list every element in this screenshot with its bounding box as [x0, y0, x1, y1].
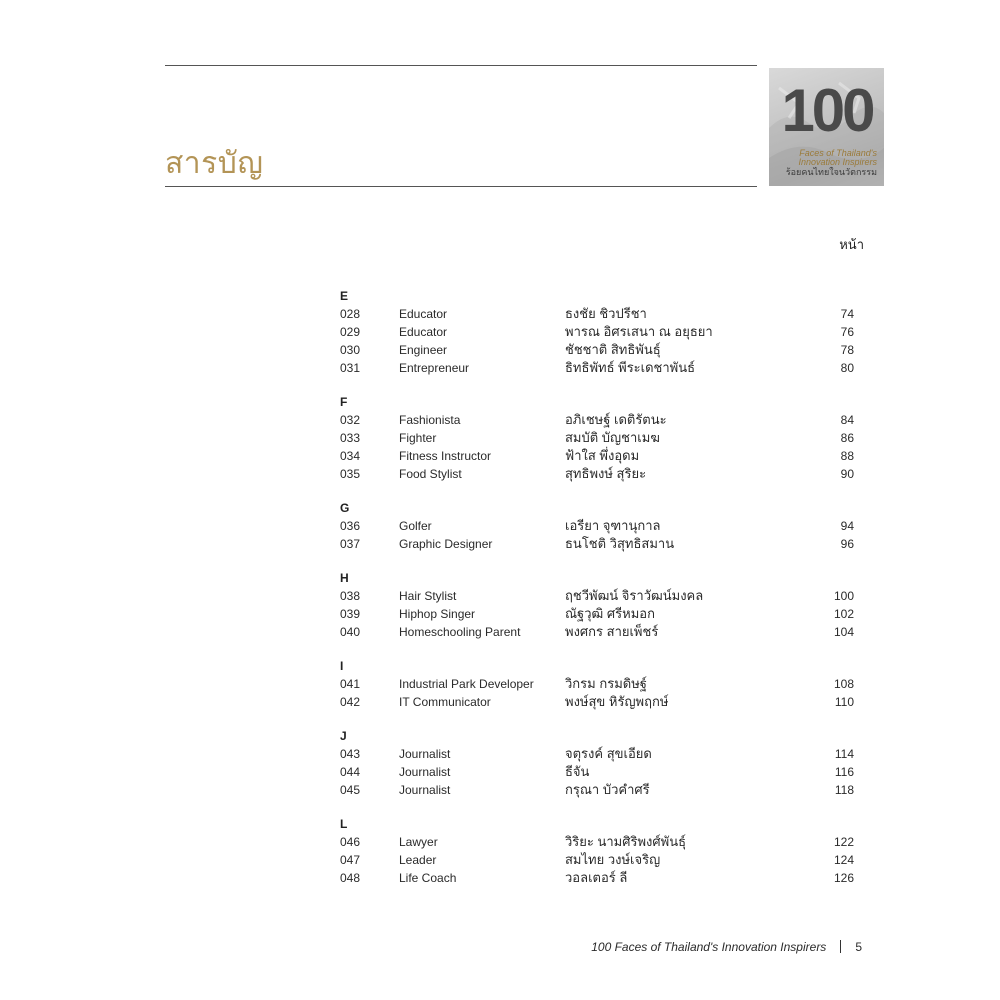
toc-entry[interactable]	[340, 447, 860, 465]
entry-occupation: Food Stylist	[399, 467, 462, 481]
toc-entry[interactable]	[340, 745, 860, 763]
page-title: สารบัญ	[165, 147, 264, 180]
entry-page-number: 116	[834, 765, 854, 779]
page-footer	[500, 940, 862, 954]
entry-page-number: 84	[840, 413, 854, 427]
footer-page-number: 5	[855, 940, 862, 954]
toc-entry[interactable]	[340, 763, 860, 781]
entry-occupation: Life Coach	[399, 871, 457, 885]
entry-page-number: 102	[833, 607, 854, 621]
entry-page-number: 78	[840, 343, 854, 357]
entry-occupation: Homeschooling Parent	[399, 625, 521, 639]
entry-occupation: Entrepreneur	[399, 361, 470, 375]
entry-number: 038	[340, 589, 361, 603]
toc-entry[interactable]	[340, 781, 860, 799]
entry-occupation: Hair Stylist	[399, 589, 457, 603]
entry-number: 030	[340, 343, 361, 357]
toc-entry[interactable]	[340, 833, 860, 851]
section-letter: J	[340, 729, 347, 743]
logo-tagline-1: Faces of Thailand's	[799, 148, 877, 158]
entry-occupation: Hiphop Singer	[399, 607, 476, 621]
toc-entry[interactable]	[340, 411, 860, 429]
entry-occupation: Leader	[399, 853, 437, 867]
entry-person-name: ธงชัย ชิวปรีชา	[565, 306, 647, 321]
entry-person-name: สมบัติ บัญชาเมฆ	[565, 430, 660, 445]
section-letter: L	[340, 817, 348, 831]
toc-entry[interactable]	[340, 587, 860, 605]
toc-entry[interactable]	[340, 693, 860, 711]
toc-entry[interactable]	[340, 323, 860, 341]
toc-entry[interactable]	[340, 605, 860, 623]
entry-number: 040	[340, 625, 361, 639]
entry-number: 043	[340, 747, 361, 761]
logo-tagline-2: Innovation Inspirers	[798, 157, 877, 167]
entry-page-number: 86	[840, 431, 854, 445]
section-letter: G	[340, 501, 350, 515]
top-rule	[165, 65, 757, 66]
entry-page-number: 74	[840, 307, 854, 321]
entry-page-number: 124	[833, 853, 854, 867]
toc-entry[interactable]	[340, 359, 860, 377]
entry-person-name: สุทธิพงษ์ สุริยะ	[565, 466, 647, 481]
entry-occupation: Educator	[399, 307, 448, 321]
toc-entry[interactable]	[340, 305, 860, 323]
entry-occupation: Fashionista	[399, 413, 461, 427]
entry-person-name: เอรียา จุฑานุกาล	[565, 518, 661, 533]
footer-divider	[840, 940, 841, 953]
entry-occupation: Graphic Designer	[399, 537, 493, 551]
entry-person-name: สมไทย วงษ์เจริญ	[565, 852, 661, 867]
entry-page-number: 104	[833, 625, 854, 639]
entry-occupation: Engineer	[399, 343, 448, 357]
entry-person-name: วิกรม กรมดิษฐ์	[565, 676, 647, 691]
section-letter: E	[340, 289, 349, 303]
book-logo	[769, 68, 884, 186]
entry-number: 039	[340, 607, 361, 621]
entry-person-name: ชัชชาติ สิทธิพันธุ์	[565, 342, 661, 357]
table-of-contents	[340, 288, 860, 887]
section-letter: H	[340, 571, 349, 585]
entry-occupation: Educator	[399, 325, 448, 339]
entry-number: 048	[340, 871, 361, 885]
entry-occupation: Journalist	[399, 765, 451, 779]
toc-entry[interactable]	[340, 869, 860, 887]
entry-page-number: 90	[840, 467, 854, 481]
entry-page-number: 80	[840, 361, 854, 375]
entry-person-name: ฟ้าใส พึ่งอุดม	[565, 448, 640, 463]
entry-person-name: ธิทธิพัทธ์ พีระเดชาพันธ์	[565, 360, 696, 375]
entry-person-name: วิริยะ นามศิริพงศ์พันธุ์	[565, 834, 687, 849]
entry-number: 041	[340, 677, 361, 691]
entry-occupation: Golfer	[399, 519, 432, 533]
entry-occupation: Journalist	[399, 747, 451, 761]
entry-occupation: Fighter	[399, 431, 437, 445]
entry-occupation: Lawyer	[399, 835, 438, 849]
entry-number: 037	[340, 537, 361, 551]
entry-number: 046	[340, 835, 361, 849]
entry-number: 029	[340, 325, 361, 339]
entry-page-number: 76	[840, 325, 854, 339]
toc-entry[interactable]	[340, 465, 860, 483]
entry-page-number: 100	[833, 589, 854, 603]
toc-entry[interactable]	[340, 535, 860, 553]
logo-number: 100	[781, 77, 873, 144]
entry-person-name: จตุรงค์ สุขเอียด	[565, 746, 652, 761]
entry-page-number: 110	[834, 695, 854, 709]
entry-number: 031	[340, 361, 361, 375]
entry-occupation: Journalist	[399, 783, 451, 797]
entry-number: 034	[340, 449, 361, 463]
entry-number: 045	[340, 783, 361, 797]
entry-page-number: 88	[840, 449, 854, 463]
entry-page-number: 96	[840, 537, 854, 551]
section-letter: F	[340, 395, 348, 409]
entry-person-name: ธนโชติ วิสุทธิสมาน	[565, 536, 675, 551]
footer-book-title: 100 Faces of Thailand's Innovation Inspirers	[591, 940, 827, 954]
entry-number: 047	[340, 853, 361, 867]
entry-page-number: 122	[833, 835, 854, 849]
entry-occupation: Industrial Park Developer	[399, 677, 534, 691]
entry-person-name: อภิเชษฐ์ เดติรัตนะ	[565, 412, 667, 427]
entry-page-number: 114	[834, 747, 854, 761]
entry-number: 036	[340, 519, 361, 533]
entry-person-name: ฤชวีพัฒน์ จิราวัฒน์มงคล	[565, 588, 704, 603]
section-letter: I	[340, 659, 344, 673]
toc-entry[interactable]	[340, 429, 860, 447]
entry-person-name: วอลเตอร์ ลี	[565, 870, 628, 885]
entry-page-number: 108	[833, 677, 854, 691]
entry-person-name: ธีจัน	[565, 764, 590, 779]
entry-person-name: พงษ์สุข หิรัญพฤกษ์	[565, 694, 669, 709]
entry-number: 044	[340, 765, 361, 779]
entry-number: 033	[340, 431, 361, 445]
entry-person-name: กรุณา บัวคำศรี	[565, 782, 650, 797]
entry-number: 032	[340, 413, 361, 427]
entry-page-number: 126	[833, 871, 854, 885]
entry-person-name: พารณ อิศรเสนา ณ อยุธยา	[565, 324, 713, 339]
entry-occupation: IT Communicator	[399, 695, 491, 709]
toc-entry[interactable]	[340, 623, 860, 641]
logo-tagline-thai: ร้อยคนไทยใจนวัตกรรม	[785, 167, 877, 177]
toc-entry[interactable]	[340, 675, 860, 693]
entry-page-number: 118	[834, 783, 854, 797]
entry-occupation: Fitness Instructor	[399, 449, 492, 463]
toc-entry[interactable]	[340, 851, 860, 869]
entry-person-name: พงศกร สายเพ็ชร์	[565, 624, 659, 639]
toc-entry[interactable]	[340, 517, 860, 535]
entry-number: 042	[340, 695, 361, 709]
page-column-label: หน้า	[839, 237, 864, 252]
entry-person-name: ณัฐวุฒิ ศรีหมอก	[565, 606, 655, 621]
entry-page-number: 94	[840, 519, 854, 533]
entry-number: 028	[340, 307, 361, 321]
toc-entry[interactable]	[340, 341, 860, 359]
entry-number: 035	[340, 467, 361, 481]
